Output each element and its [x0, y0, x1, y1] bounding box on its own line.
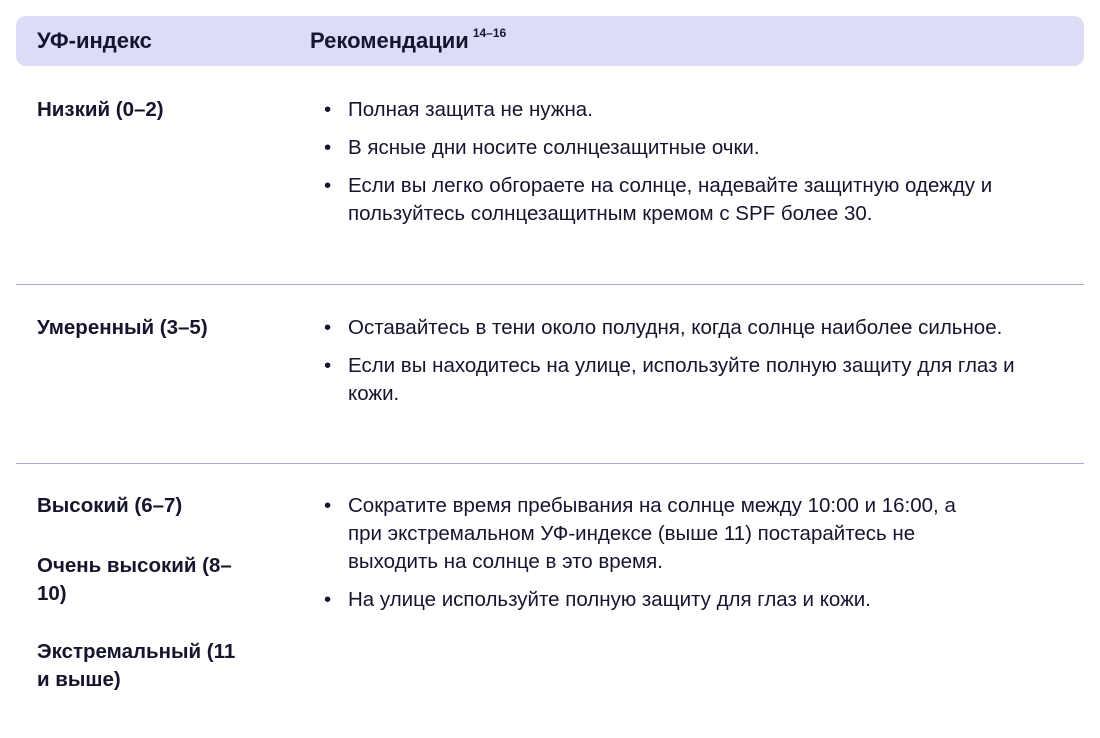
list-item: • В ясные дни носите солнцезащитные очки. — [320, 134, 1040, 162]
list-item: • Оставайтесь в тени около полудня, когда солнце наиболее сильное. — [320, 314, 1030, 342]
row-divider — [16, 284, 1084, 285]
header-recommendations-label: Рекомендации — [310, 28, 469, 53]
uv-level-label: Умеренный (3–5) — [37, 316, 208, 339]
recommendations-list — [320, 314, 1030, 418]
uv-level-label: Экстремальный (11 и выше) — [37, 640, 236, 691]
recommendations-list — [320, 492, 970, 624]
list-item: • Если вы легко обгораете на солнце, надевайте защитную одежду и пользуйтесь солнцезащитным кремом с SPF более 30. — [320, 172, 1040, 228]
list-item: • Полная защита не нужна. — [320, 96, 1040, 124]
list-item: • Если вы находитесь на улице, используйте полную защиту для глаз и кожи. — [320, 352, 1030, 408]
table-header — [16, 16, 1084, 66]
header-uv-index: УФ-индекс — [37, 28, 152, 53]
list-item: • На улице используйте полную защиту для глаз и кожи. — [320, 586, 970, 614]
row-divider — [16, 463, 1084, 464]
uv-level-label: Низкий (0–2) — [37, 98, 164, 121]
header-recommendations — [310, 28, 506, 54]
recommendations-list — [320, 96, 1040, 238]
uv-level-label: Очень высокий (8–10) — [37, 554, 232, 605]
uv-level-label: Высокий (6–7) — [37, 494, 183, 517]
footnote-ref: 14–16 — [472, 26, 507, 40]
list-item: • Сократите время пребывания на солнце между 10:00 и 16:00, а при экстремальном УФ-индексе (выше 11) постарайтесь не выходить на солнце в это время. — [320, 492, 970, 576]
